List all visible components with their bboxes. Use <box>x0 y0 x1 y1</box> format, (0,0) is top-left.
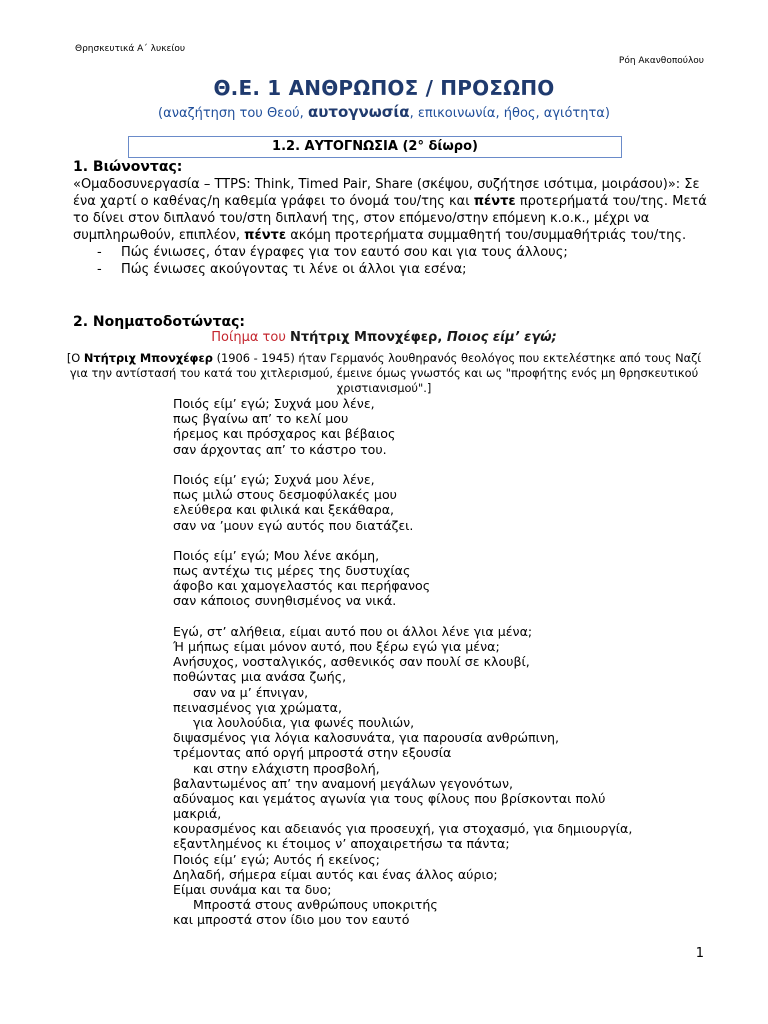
poem-line: εξαντλημένος κι έτοιμος ν’ αποχαιρετήσω τα πάντα; <box>173 836 510 852</box>
poem-line: Ή μήπως είμαι μόνον αυτό, που ξέρω εγώ για μένα; <box>173 639 500 654</box>
poem-line: Ποιός είμ’ εγώ; Συχνά μου λένε, <box>173 471 375 487</box>
poem-line: διψασμένος για λόγια καλοσυνάτα, για παρουσία ανθρώπινη, <box>173 730 559 746</box>
part1-bold-b: πέντε <box>244 228 287 243</box>
header-author-name: Ρόη Ακανθοπούλου <box>618 56 704 66</box>
poem-line: τρέμοντας από οργή μπροστά στην εξουσία <box>173 745 452 761</box>
header-course-label: Θρησκευτικά Α΄ λυκείου <box>75 44 186 54</box>
poem-line: βαλαντωμένος απ’ την αναμονή μεγάλων γεγονότων, <box>173 775 514 791</box>
page-number: 1 <box>695 946 704 961</box>
poem-line: Δηλαδή, σήμερα είμαι αυτός και ένας άλλος αύριο; <box>173 866 498 882</box>
poem-line: ελεύθερα και φιλικά και ξεκάθαρα, <box>173 502 395 518</box>
subtitle-before: (αναζήτηση του Θεού, <box>158 106 308 121</box>
page-subtitle <box>0 103 768 121</box>
question-text: Πώς ένιωσες, όταν έγραφες για τον εαυτό σου και για τους άλλους; <box>121 245 568 260</box>
poem-line: ήρεμος και πρόσχαρος και βέβαιος <box>173 426 396 442</box>
part1-bold-a: πέντε <box>473 194 516 209</box>
stanza-break <box>173 609 713 624</box>
poem-line: άφοβο και χαμογελαστός και περήφανος <box>173 578 431 594</box>
stanza-break <box>173 533 713 548</box>
part1-block <box>73 159 713 278</box>
poem-line: σαν κάποιος συνηθισμένος να νικά. <box>173 593 397 609</box>
part2-heading: 2. Νοηματοδοτώντας: <box>73 314 246 330</box>
poem-line: πως αντέχω τις μέρες της δυστυχίας <box>173 563 411 579</box>
poem-line: αδύναμος και γεμάτος αγωνία για τους φίλους που βρίσκονται πολύ <box>173 790 606 806</box>
section-title-box: 1.2. ΑΥΤΟΓΝΩΣΙΑ (2° δίωρο) <box>128 136 622 158</box>
author-bio <box>60 351 708 396</box>
poem-line: Ποιός είμ’ εγώ; Μου λένε ακόμη, <box>173 547 380 563</box>
poem-title-prefix: Ποίημα του <box>211 330 290 345</box>
subtitle-after: , επικοινωνία, ήθος, αγιότητα) <box>409 106 610 121</box>
poem-name: Ποιος είμ’ εγώ; <box>446 330 557 345</box>
poem-line: σαν να ’μουν εγώ αυτός που διατάζει. <box>173 517 414 533</box>
stanza-break <box>173 457 713 472</box>
part1-text-c: ακόμη προτερήματα συμμαθητή του/συμμαθήτριάς του/της. <box>286 228 687 243</box>
bio-name: Ντήτριχ Μπονχέφερ <box>83 351 213 365</box>
part1-text-a: «Ομαδοσυνεργασία – TTPS: Think, Timed Pair, Share (σκέψου, συζήτησε ισότιμα, μοιράσου)»: Σε ένα χαρτί ο καθένας/η καθεμία γράφει το όνομά του/της και <box>73 177 700 209</box>
part1-text-b: προτερήματά του/της. Μετά το δίνει στον διπλανό του/στη διπλανή της, στον επόμενο/στην επόμενη κ.ο.κ., μέχρι να συμπληρωθούν, επιπλέον, <box>73 194 707 243</box>
subtitle-bold: αυτογνωσία <box>307 103 410 121</box>
poem-line: πως μιλώ στους δεσμοφύλακές μου <box>173 487 397 503</box>
poem-line: για λουλούδια, για φωνές πουλιών, <box>173 714 415 730</box>
poem-line: σαν να μ’ έπνιγαν, <box>173 684 309 700</box>
poem-line: ποθώντας μια ανάσα ζωής, <box>173 669 347 685</box>
poem-line: Ποιός είμ’ εγώ; Συχνά μου λένε, <box>173 396 375 411</box>
dash-bullet: - <box>97 245 102 260</box>
poem-author: Ντήτριχ Μπονχέφερ, <box>290 330 447 345</box>
poem-line: κουρασμένος και αδειανός για προσευχή, για στοχασμό, για δημιουργία, <box>173 821 633 837</box>
poem-line: Ανήσυχος, νοσταλγικός, ασθενικός σαν πουλί σε κλουβί, <box>173 654 530 670</box>
page-title: Θ.Ε. 1 ΑΝΘΡΩΠΟΣ / ΠΡΟΣΩΠΟ <box>213 76 555 100</box>
question-text: Πώς ένιωσες ακούγοντας τι λένε οι άλλοι για εσένα; <box>121 262 467 277</box>
poem-body <box>173 396 713 928</box>
part1-heading: 1. Βιώνοντας: <box>73 159 183 175</box>
poem-line: πως βγαίνω απ’ το κελί μου <box>173 411 349 427</box>
poem-line: και στην ελάχιστη προσβολή, <box>173 760 380 776</box>
part1-paragraph <box>73 176 713 244</box>
poem-line: Είμαι συνάμα και τα δυο; <box>173 882 332 897</box>
poem-line: πεινασμένος για χρώματα, <box>173 699 342 715</box>
question-item <box>73 244 713 261</box>
poem-line: Εγώ, στ’ αλήθεια, είμαι αυτό που οι άλλοι λένε για μένα; <box>173 623 533 639</box>
poem-line: σαν άρχοντας απ’ το κάστρο του. <box>173 441 387 457</box>
question-item <box>73 261 713 278</box>
bio-text: (1906 - 1945) ήταν Γερμανός λουθηρανός θεολόγος που εκτελέστηκε από τους Ναζί για την αντίστασή του κατά του χιτλερισμού, έμεινε όμως γνωστός και ως "προφήτης ενός μη θρησκευτικού χριστιανισμού".] <box>69 351 702 395</box>
poem-line: Ποιός είμ’ εγώ; Αυτός ή εκείνος; <box>173 851 380 867</box>
poem-line: Μπροστά στους ανθρώπους υποκριτής <box>173 897 438 913</box>
dash-bullet: - <box>97 262 102 277</box>
bio-open: [Ο <box>66 351 84 365</box>
poem-title <box>0 330 768 345</box>
poem-line: και μπροστά στον ίδιο μου τον εαυτό <box>173 912 410 928</box>
poem-line: μακριά, <box>173 806 222 822</box>
